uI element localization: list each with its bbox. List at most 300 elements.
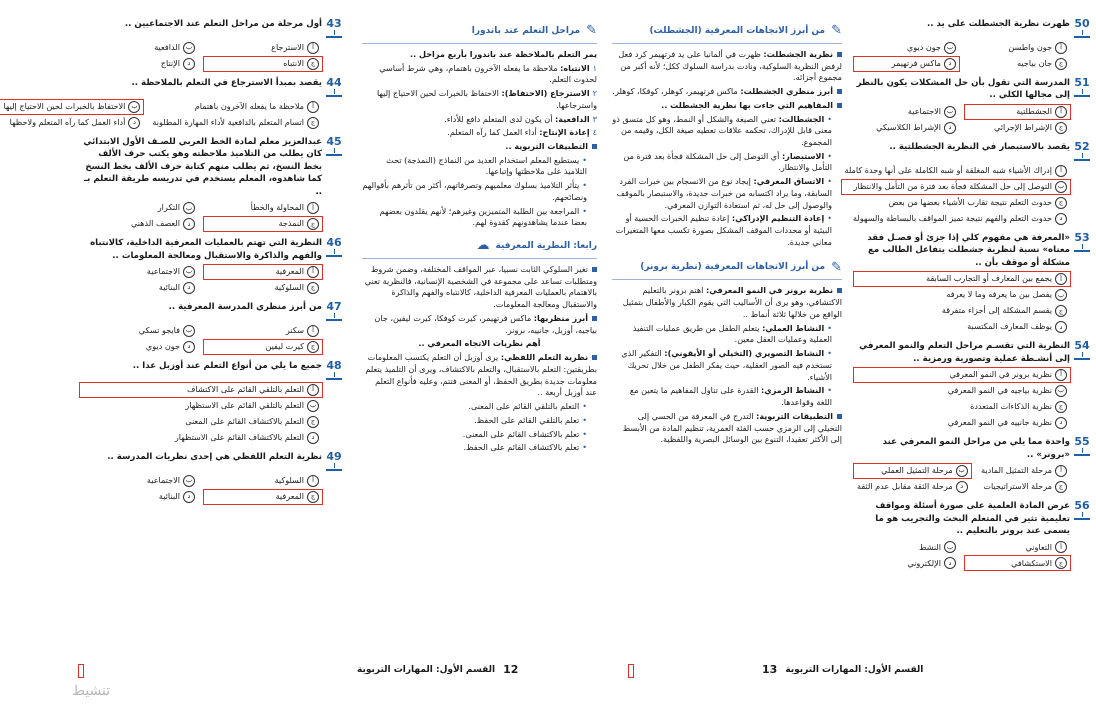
question-43 xyxy=(80,18,342,71)
item-desc: أي التوصل إلى حل المشكلة فجأة بعد فترة من التأمل والانتظار. xyxy=(623,150,832,173)
notes-column-page-12 xyxy=(362,18,597,648)
question-header xyxy=(80,77,342,97)
answer-option[interactable] xyxy=(854,556,959,570)
question-number: 50 xyxy=(1074,18,1090,38)
question-text: يقصد بالاستبصار في النظرية الجشطلتية .. xyxy=(889,141,1070,152)
option-text: إدراك الأشياء شبه المغلقة أو شبه الكاملة على أنها وحدة كاملة xyxy=(844,165,1052,176)
question-number: 49 xyxy=(326,451,342,471)
option-text: العصف الذهني xyxy=(130,218,180,229)
item-label: النشاط العملي: xyxy=(762,322,825,333)
item-desc: الاحتفاظ بالخبرات لحين الاحتياج إليها واسترجاعها. xyxy=(376,88,597,110)
answer-option[interactable] xyxy=(965,540,1070,554)
question-number: 55 xyxy=(1074,436,1090,456)
option-letter-badge: ج xyxy=(1055,401,1067,413)
option-letter-badge: د xyxy=(956,481,968,493)
option-letter-badge: ب xyxy=(183,202,195,214)
answer-option-correct[interactable] xyxy=(80,383,322,397)
answer-option[interactable] xyxy=(80,474,198,488)
option-text: التكرار xyxy=(157,202,180,213)
item-desc: إعادة تنظيم الخبرات الحسية أو البيئية أو محددات الموقف المشكل بصورة تكسب معها المتغيرات معاني جديدة. xyxy=(615,213,832,247)
question-header xyxy=(854,340,1090,365)
option-letter-badge: أ xyxy=(1055,541,1067,553)
item-desc: ملاحظة ما يفعله الآخرون باهتمام، وهي شرط أساسي لحدوث التعلم. xyxy=(379,62,597,85)
option-letter-badge: د xyxy=(944,122,956,134)
answer-options xyxy=(80,383,342,445)
option-letter-badge: د xyxy=(183,218,195,230)
option-letter-badge: د xyxy=(1055,321,1067,333)
option-letter-badge: ب xyxy=(944,106,956,118)
question-46 xyxy=(80,237,342,295)
option-text: ملاحظة ما يفعله الآخرون باهتمام xyxy=(194,101,304,112)
brain-icon: ☁ xyxy=(476,238,490,254)
bullet-icon: • xyxy=(582,154,587,165)
item-desc: أداء العمل كما رآه المتعلم. xyxy=(447,127,537,138)
option-letter-badge: ج xyxy=(307,117,319,129)
option-text: البنائية xyxy=(158,491,180,502)
bullet-icon: • xyxy=(827,322,832,333)
item-desc: المراجعة بين الطلبة المتميزين وغيرهم؛ لأنهم يقلدون بعضهم بعضا عندما يشاهدونهم كقدوة لهم. xyxy=(379,205,587,228)
bandura-stages xyxy=(362,63,597,139)
option-text: فايجو تسكي xyxy=(138,325,180,336)
answer-option-correct[interactable] xyxy=(204,57,322,71)
option-text: الاستكشافي xyxy=(1011,557,1052,568)
answer-options xyxy=(3,100,342,130)
question-47 xyxy=(80,301,342,354)
item-label: النشاط الرمزي: xyxy=(761,385,825,396)
option-letter-badge: د xyxy=(183,491,195,503)
option-text: يقسم المشكلة إلى أجزاء متفرقة xyxy=(941,305,1052,316)
answer-option[interactable] xyxy=(80,399,322,413)
item-desc: يتأثر التلاميذ بسلوك معلميهم وتصرفاتهم، أكثر من تأثرهم بأقوالهم ونصائحهم. xyxy=(362,180,587,202)
bullet-icon: • xyxy=(827,176,832,187)
option-letter-badge: أ xyxy=(1055,106,1067,118)
option-letter-badge: ب xyxy=(944,42,956,54)
answer-options xyxy=(80,41,342,71)
item-label: الاستبصار: xyxy=(781,150,825,161)
bandura-intro: يمر التعلم بالملاحظة عند باندورا بأربع مراحل .. xyxy=(410,48,597,59)
note-item xyxy=(362,401,587,413)
option-letter-badge: ب xyxy=(1055,181,1067,193)
answer-option[interactable] xyxy=(854,384,1070,398)
option-letter-badge: د xyxy=(183,282,195,294)
answer-option[interactable] xyxy=(854,480,971,494)
item-label: إعادة التنظيم الإدراكي: xyxy=(731,213,825,224)
question-number: 46 xyxy=(326,237,342,257)
note-item xyxy=(362,127,597,139)
item-label: الدافعية: xyxy=(555,113,590,124)
item-desc: تعني الصيغة والشكل أو النمط، وهو كل متسق ذو معنى قابل للإدراك، تحكمه علاقات تعطيه صيغة الكل، وقيمه من المجموع. xyxy=(612,113,832,147)
question-number: 44 xyxy=(326,77,342,97)
answer-option[interactable] xyxy=(80,217,198,231)
answer-option[interactable] xyxy=(854,288,1070,302)
answer-options xyxy=(854,540,1090,570)
answer-options xyxy=(854,272,1090,334)
option-letter-badge: ج xyxy=(307,282,319,294)
question-text: ظهرت نظرية الجشطلت على يد .. xyxy=(927,19,1070,29)
option-text: مرحلة الاستراتيجيات xyxy=(983,481,1052,492)
option-letter-badge: أ xyxy=(1055,165,1067,177)
option-text: نظرية جانييه في النمو المعرفي xyxy=(947,417,1052,428)
option-letter-badge: د xyxy=(307,432,319,444)
answer-option[interactable] xyxy=(80,265,198,279)
question-text: أول مرحلة من مراحل التعلم عند الاجتماعيين .. xyxy=(124,19,322,29)
question-text: يقصد بمبدأ الاسترجاع في التعلم بالملاحظة .. xyxy=(131,78,322,88)
question-51 xyxy=(854,77,1090,135)
option-text: المحاولة والخطأ xyxy=(250,202,304,213)
answer-option-correct[interactable] xyxy=(204,265,322,279)
square-bullet-icon xyxy=(592,316,597,321)
item-number: ١ xyxy=(592,62,597,73)
answer-options xyxy=(854,464,1090,494)
questions-column-right xyxy=(844,17,1090,648)
answer-option[interactable] xyxy=(854,304,1070,318)
option-text: جون واطسن xyxy=(1008,42,1052,53)
bullet-icon: • xyxy=(582,205,587,216)
question-54 xyxy=(854,340,1090,430)
option-letter-badge: د xyxy=(128,117,140,129)
option-letter-badge: أ xyxy=(1055,273,1067,285)
answer-option[interactable] xyxy=(854,320,1070,334)
question-header xyxy=(854,141,1090,161)
option-letter-badge: ب xyxy=(1055,385,1067,397)
answer-option[interactable] xyxy=(204,324,322,338)
answer-options xyxy=(854,105,1090,135)
option-text: التعاوني xyxy=(1025,541,1052,552)
pen-icon: ✎ xyxy=(586,23,597,38)
question-header xyxy=(80,18,342,38)
answer-option-correct[interactable] xyxy=(0,100,143,114)
answer-option[interactable] xyxy=(80,57,198,71)
answer-option-correct[interactable] xyxy=(204,490,322,504)
option-text: الإشراط الكلاسيكي xyxy=(876,122,941,133)
question-number: 54 xyxy=(1074,340,1090,360)
item-desc: يستطيع المعلم استخدام العديد من النماذج (النمذجة) تحث التلاميذ على ملاحظتها وإتباعها. xyxy=(386,154,587,177)
option-letter-badge: أ xyxy=(1055,369,1067,381)
answer-option[interactable] xyxy=(854,121,959,135)
question-55 xyxy=(854,436,1090,494)
answer-option-correct[interactable] xyxy=(854,464,971,478)
option-text: أداء العمل كما رآه المتعلم ولاحظها xyxy=(9,117,126,128)
option-text: الإلكتروني xyxy=(907,557,941,568)
option-text: اتسام المتعلم بالدافعية لأداء المهارة المطلوبة xyxy=(152,117,304,128)
option-text: سكنر xyxy=(285,325,304,336)
option-text: التعلم بالاكتشاف القائم على المعنى xyxy=(185,416,304,427)
option-text: التعلم بالتلقي القائم على الاستظهار xyxy=(185,400,304,411)
question-number: 43 xyxy=(326,18,342,38)
option-text: الاحتفاظ بالخبرات لحين الاحتياج إليها xyxy=(3,101,126,112)
answer-option[interactable] xyxy=(80,340,198,354)
question-text: جميع ما يلي من أنواع التعلم عند أوزبل عدا .. xyxy=(132,361,322,372)
option-letter-badge: ج xyxy=(1055,197,1067,209)
option-text: الاسترجاع xyxy=(271,42,304,53)
bullet-icon: • xyxy=(582,428,587,439)
bullet-icon: • xyxy=(827,385,832,396)
apps-title-line: التطبيقات التربوية .. xyxy=(362,141,597,153)
footer-section: القسم الأول: المهارات التربوية xyxy=(357,664,496,675)
question-52 xyxy=(844,139,1090,226)
note-item xyxy=(362,88,597,111)
option-text: مرحلة الثقة مقابل عدم الثقة xyxy=(857,481,953,492)
answer-options xyxy=(854,41,1090,71)
ausubel-types xyxy=(362,401,597,454)
question-text: عبدالعزيز معلم لمادة الخط العربي للصـف الأول الابتدائي كان يطلب من التلاميذ ملاحظته وهو يكتب حرف الألف بخط النسخ، ثم يطلب منهم كتابة حرف الألف بخط النسخ كما شاهدوه، المعلم يستخدم في تدريسه طريقة التعلم بـ .. xyxy=(83,137,322,197)
note-item xyxy=(362,63,597,86)
bruner-applications: التطبيقات التربوية: التدرج في المعرفة من الحسي إلى التخيلي إلى الرمزي حسب الفئة العمرية، تنظيم المادة من الأبسط إلى الأكثر تعقيدا، التنوع بين الوسائل البصرية واللفظية. xyxy=(622,410,842,445)
note-item xyxy=(612,385,832,408)
item-number: ٢ xyxy=(592,88,597,99)
square-bullet-icon xyxy=(592,144,597,149)
answer-option[interactable] xyxy=(149,116,322,130)
section-title-gestalt: ✎ من أبرز الاتجاهات المعرفية (الجشطلت) xyxy=(612,22,842,44)
option-letter-badge: د xyxy=(183,58,195,70)
note-item xyxy=(362,206,587,229)
answer-option[interactable] xyxy=(977,480,1070,494)
option-letter-badge: أ xyxy=(307,101,319,113)
option-text: نظرية بياجيه في النمو المعرفي xyxy=(947,385,1052,396)
question-number: 51 xyxy=(1074,77,1090,97)
answer-option[interactable] xyxy=(204,201,322,215)
question-text: عرض المادة العلمية على صورة أسئلة ومواقف تعليمية تثير في المتعلم البحث والتجريب هو ما يسمى عند برونر بالتعليم .. xyxy=(875,501,1070,536)
answer-option-correct[interactable] xyxy=(854,57,959,71)
note-item xyxy=(612,323,832,346)
answer-option[interactable] xyxy=(854,400,1070,414)
item-desc: يتعلم الطفل من طريق عمليات التنفيذ العملية وعمليات العقل معين. xyxy=(632,322,832,345)
option-text: السلوكية xyxy=(274,475,304,486)
question-header xyxy=(854,18,1090,38)
option-letter-badge: ج xyxy=(1055,305,1067,317)
pen-icon: ✎ xyxy=(831,23,842,38)
square-bullet-icon xyxy=(592,355,597,360)
item-label: الاسترجاع (الاحتفاظ): xyxy=(501,88,590,99)
answer-option[interactable] xyxy=(204,474,322,488)
answer-option[interactable] xyxy=(842,196,1071,210)
answer-option[interactable] xyxy=(204,281,322,295)
square-bullet-icon xyxy=(837,288,842,293)
option-text: النشط xyxy=(918,541,941,552)
red-marker xyxy=(628,664,634,678)
question-text: واحدة مما يلي من مراحل النمو المعرفي عند «برونر» .. xyxy=(882,437,1070,460)
option-text: جان بياجيه xyxy=(1017,58,1052,69)
bandura-applications xyxy=(362,155,597,229)
page-number: 12 xyxy=(503,663,519,676)
answer-option[interactable] xyxy=(842,212,1071,226)
answer-option[interactable] xyxy=(854,540,959,554)
footer-section: القسم الأول: المهارات التربوية xyxy=(785,664,924,675)
option-letter-badge: ب xyxy=(956,465,968,477)
square-bullet-icon xyxy=(837,414,842,419)
answer-option[interactable] xyxy=(854,41,959,55)
answer-option[interactable] xyxy=(80,490,198,504)
gestalt-theory: نظرية الجشطلت: ظهرت في ألمانيا على يد فرتهيمر كرد فعل لرفض النظرية السلوكية، ونادت بدراسة السلوك ككل؛ لأنه أكبر من مجموع أجزائه. xyxy=(618,48,842,83)
option-letter-badge: ج xyxy=(1055,481,1067,493)
verbal-learning: نظرية التعلم اللفظي: يرى أوزبل أن التعلم يكتسب المعلومات بطريقتين: التعلم بالاستقبال، والتعلم بالاكتشاف، ويرى أن التلميذ يتعلم معلومات جديدة بطريق الحفظ، أو المعنى فتتم، وعليه فأنواع التعلم عند أوزبل أربعة .. xyxy=(365,352,597,398)
question-header xyxy=(80,301,342,321)
option-text: حدوث التعلم والفهم نتيجة تميز المواقف بالبساطة والسهولة xyxy=(852,213,1052,224)
answer-option[interactable] xyxy=(854,416,1070,430)
option-text: الجشطلتية xyxy=(1016,106,1052,117)
question-56 xyxy=(854,500,1090,570)
option-text: ماكس فرتهيمر xyxy=(891,58,941,69)
item-number: ٣ xyxy=(592,113,597,124)
option-text: المعرفية xyxy=(275,491,304,502)
question-text: النظرية التي تهتم بالعمليات المعرفية الداخلية، كالانتباه والفهم والذاكرة والاستقبال ومعالجة المعلومات .. xyxy=(90,238,322,261)
questions-column-left xyxy=(3,17,342,648)
answer-option[interactable] xyxy=(965,41,1070,55)
question-number: 45 xyxy=(326,136,342,156)
note-item xyxy=(612,348,832,383)
answer-options xyxy=(854,368,1090,430)
cognitive-theorists: أبرز منظريها: ماكس فرتهيمر، كيرت كوفكا، كيرت ليفين، جان بياجيه، أوزبل، جانييه، برونر. xyxy=(374,312,597,335)
option-text: جون ديوي xyxy=(906,42,941,53)
option-letter-badge: ج xyxy=(1055,122,1067,134)
option-text: الإشراط الإجرائي xyxy=(994,122,1052,133)
note-item xyxy=(362,114,597,126)
answer-options xyxy=(80,474,342,504)
cognitive-definition: تغير السلوكي الثابت نسبيا، عبر المواقف المختلفة، وضمن شروط ومتطلبات تساعد على مجموعة في الشخصية الإنسانية، فالنظرية تعني بالاهتمام بالعمليات المعرفية الداخلية، كالانتباه والفهم والذاكرة والاستقبال ومعالجة المعلومات. xyxy=(364,263,597,310)
section-title-cognitive: رابعا: النظرية المعرفية ☁ xyxy=(362,237,597,259)
option-text: يجمع بين المعارف أو التجارب السابقة xyxy=(926,273,1052,284)
option-text: نظرية برونر في النمو المعرفي xyxy=(949,369,1052,380)
answer-option[interactable] xyxy=(80,415,322,429)
option-text: التعلم بالتلقي القائم على الاكتشاف xyxy=(187,384,304,395)
option-text: المعرفية xyxy=(275,266,304,277)
question-45 xyxy=(80,136,342,231)
note-item xyxy=(612,176,832,211)
section-title-bruner: ✎ من أبرز الاتجاهات المعرفية (نظرية برونر) xyxy=(612,259,842,281)
option-letter-badge: ب xyxy=(183,266,195,278)
option-text: الاجتماعية xyxy=(146,266,180,277)
option-text: نظرية الذكاءات المتعددة xyxy=(970,401,1052,412)
option-letter-badge: أ xyxy=(1055,42,1067,54)
item-desc: إيجاد نوع من الانسجام بين خبرات الفرد السابقة، وما يراد اكتسابه من خبرات جديدة، والاستبصار بالموقف والوصول إلى حل له، ثم استعادة التوازن المعرفي. xyxy=(616,176,832,210)
answer-option-correct[interactable] xyxy=(854,272,1070,286)
answer-option-correct[interactable] xyxy=(842,180,1071,194)
option-letter-badge: أ xyxy=(307,42,319,54)
option-letter-badge: أ xyxy=(307,202,319,214)
option-letter-badge: د xyxy=(944,58,956,70)
option-letter-badge: د xyxy=(183,341,195,353)
option-letter-badge: ج xyxy=(1055,58,1067,70)
note-item xyxy=(362,442,587,454)
answer-option[interactable] xyxy=(977,464,1070,478)
item-label: الجشطالت: xyxy=(778,113,825,124)
answer-options xyxy=(80,324,342,354)
notes-column-page-13 xyxy=(612,18,842,648)
answer-option-correct[interactable] xyxy=(854,368,1070,382)
note-item xyxy=(362,415,587,427)
answer-option[interactable] xyxy=(80,41,198,55)
question-53 xyxy=(854,232,1090,334)
answer-option[interactable] xyxy=(149,100,322,114)
answer-option[interactable] xyxy=(80,201,198,215)
option-text: الاجتماعية xyxy=(146,475,180,486)
answer-option-correct[interactable] xyxy=(965,556,1070,570)
option-text: السلوكية xyxy=(274,282,304,293)
question-44 xyxy=(3,76,342,130)
option-text: يوظف المعارف المكتسبة xyxy=(967,321,1052,332)
option-text: كيرت ليفين xyxy=(265,341,304,352)
question-text: «المعرفة هي مفهوم كلي إذا جزئ أو فصـل فقد معناه» نسبة لنظرية جشطلت يتفاعل الطالب مع مشكلة أو موقف بأن .. xyxy=(867,232,1070,268)
answer-option[interactable] xyxy=(842,164,1071,178)
item-desc: تعلم بالاكتشاف القائم على الحفظ. xyxy=(463,442,580,453)
gestalt-concepts-title: المفاهيم التي جاءت بها نظرية الجشطلت .. xyxy=(612,100,842,112)
option-text: التعلم بالاكتشاف القائم على الاستظهار xyxy=(174,432,304,443)
question-header xyxy=(854,232,1090,269)
question-header xyxy=(854,500,1090,537)
question-text: المدرسة التي تقول بأن حل المشكلات يكون بالنظر إلى مجالها الكلي .. xyxy=(856,78,1070,101)
question-header xyxy=(80,360,342,380)
option-letter-badge: ب xyxy=(183,42,195,54)
answer-option[interactable] xyxy=(80,281,198,295)
answer-option-correct[interactable] xyxy=(204,217,322,231)
item-label: الانتباه: xyxy=(560,62,590,73)
question-header xyxy=(854,436,1090,461)
answer-options xyxy=(844,164,1090,226)
note-item xyxy=(362,429,587,441)
answer-option[interactable] xyxy=(80,431,322,445)
note-item xyxy=(362,180,587,203)
option-letter-badge: ج xyxy=(307,341,319,353)
red-marker xyxy=(78,664,84,678)
square-bullet-icon xyxy=(592,267,597,272)
bruner-modes xyxy=(612,323,842,409)
square-bullet-icon xyxy=(837,89,842,94)
answer-option[interactable] xyxy=(854,105,959,119)
bullet-icon: • xyxy=(827,213,832,224)
question-48 xyxy=(80,360,342,445)
answer-options xyxy=(80,265,342,295)
answer-option[interactable] xyxy=(965,121,1070,135)
option-text: الإنتاج xyxy=(160,58,180,69)
note-item xyxy=(612,114,832,149)
answer-option[interactable] xyxy=(80,324,198,338)
bullet-icon: • xyxy=(827,150,832,161)
option-letter-badge: ج xyxy=(307,416,319,428)
types-title: أهم نظريات الاتجاه المعرفي .. xyxy=(418,338,541,349)
answer-option-correct[interactable] xyxy=(965,105,1070,119)
option-text: النمذجة xyxy=(278,218,304,229)
question-50 xyxy=(854,18,1090,71)
option-letter-badge: أ xyxy=(307,475,319,487)
option-letter-badge: أ xyxy=(307,325,319,337)
answer-option[interactable] xyxy=(204,41,322,55)
note-item xyxy=(612,151,832,174)
answer-option[interactable] xyxy=(965,57,1070,71)
bullet-icon: • xyxy=(582,442,587,453)
option-letter-badge: أ xyxy=(1055,465,1067,477)
question-49 xyxy=(80,451,342,504)
answer-option-correct[interactable] xyxy=(204,340,322,354)
answer-options xyxy=(80,201,342,231)
question-number: 48 xyxy=(326,360,342,380)
bullet-icon: • xyxy=(582,414,587,425)
answer-option[interactable] xyxy=(0,116,143,130)
option-text: مرحلة التمثيل العملي xyxy=(881,465,953,476)
note-item xyxy=(612,213,832,248)
option-text: الانتباه xyxy=(283,58,304,69)
item-desc: التفكير الذي تستخدم فيه الصور العقلية، حيث يفكر الطفل من خلال تحريك الأشياء. xyxy=(621,348,832,382)
option-letter-badge: د xyxy=(944,557,956,569)
gestalt-theorists: أبرز منظري الجشطلت: ماكس فرتهيمر، كوهلر، كوفكا، كوهلر. xyxy=(612,86,842,98)
item-label: النشاط التصويري (التخيلي أو الأيقوني): xyxy=(664,348,825,359)
option-letter-badge: د xyxy=(1055,417,1067,429)
gestalt-concepts xyxy=(612,114,842,249)
square-bullet-icon xyxy=(837,52,842,57)
item-desc: تعلم بالتلقي القائم على الحفظ. xyxy=(474,414,580,425)
item-number: ٤ xyxy=(592,127,597,138)
option-letter-badge: ب xyxy=(1055,289,1067,301)
item-desc: التعلم بالتلقي القائم على المعنى. xyxy=(468,401,580,412)
